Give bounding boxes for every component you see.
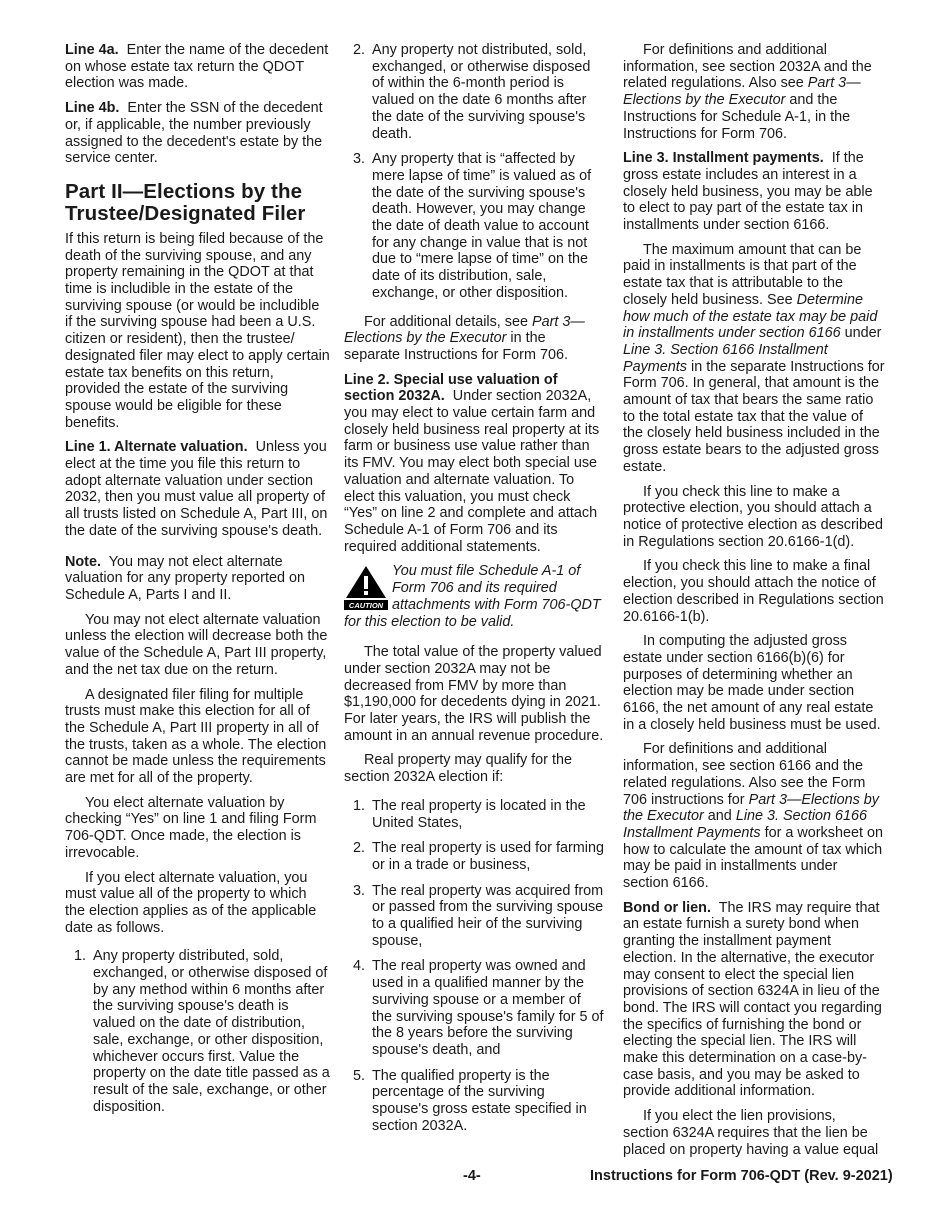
list-item: [344, 151, 604, 301]
alt-val-para-2: A designated filer filing for multiple trusts must make this election for all of the Schedule A, Part III property in all of the trusts, taken as a whole. The election cannot be made unless the requirements are met for all of the property.: [65, 686, 327, 787]
list-item-number: 3.: [353, 882, 366, 899]
alt-val-para-3: You elect alternate valuation by checking “Yes” on line 1 and filing Form 706-QDT. Once made, the election is irrevocable.: [65, 794, 317, 861]
line4b-para: [65, 100, 330, 167]
note-para: [65, 554, 330, 604]
real-property-intro: Real property may qualify for the section 2032A election if:: [344, 752, 572, 786]
max-text-mid: under: [840, 325, 882, 342]
caution-label: CAUTION: [348, 601, 384, 611]
line4a-label: Line 4a.: [65, 42, 119, 58]
list-item-number: 4.: [353, 958, 366, 975]
line2-text: Under section 2032A, you may elect to value certain farm and closely held business real property at its farm or business use value rather than its FMV. You may elect both special use valuation and alternate valuation. To elect this valuation, you must check “Yes” on line 2 and complete and attach Schedule A-1 of Form 706 and its required additional statements.: [344, 388, 600, 555]
bond-lien-text: The IRS may require that an estate furnish a surety bond when granting the installment payment election. In the alternative, the executor may consent to elect the special lien provisions of section 6324A in lieu of the bond. The IRS will contact you regarding the specifics of furnishing the bond or electing the special lien. The IRS will make this determination on a case-by-case basis, and you may be asked to provide additional information.: [623, 899, 882, 1100]
list-item: [344, 798, 604, 831]
line4b-label: Line 4b.: [65, 100, 120, 117]
list-item-text: Any property distributed, sold, exchanged, or otherwise disposed of by any method within 6 months after the surviving spouse's death is valued on the date of distribution, sale, exchange, or other disposition, whichever occurs first. Value the property on the date title passed as a result of the sale, exchange, or other disposition.: [93, 948, 330, 1115]
list-item-text: The real property was owned and used in a qualified manner by the surviving spouse or a member of the surviving spouse's family for 5 of the 8 years before the surviving spouse's death, and: [372, 958, 604, 1058]
caution-block: [344, 563, 604, 630]
line1-para: [65, 439, 330, 539]
column-3: [623, 42, 885, 1166]
list-item-number: 1.: [74, 948, 87, 965]
list-item: [344, 42, 604, 142]
bond-lien-label: Bond or lien.: [623, 899, 711, 916]
column-1: [65, 42, 330, 1124]
line4a-para: [65, 42, 330, 92]
list-item: [65, 948, 330, 1115]
note-text: You may not elect alternate valuation for any property reported on Schedule A, Parts I and II.: [65, 553, 305, 603]
line1-label: Line 1. Alternate valuation.: [65, 439, 248, 456]
definitions-text: For definitions and additional information, see section 6166 and the related regulations. Also see the Form 706 instructions for: [623, 741, 866, 808]
list-item-text: Any property that is “affected by mere lapse of time” is valued as of the date of the surviving spouse's death. However, you may change the date of death value to account for any change in value that is not due to “mere lapse of time” on the date of its distribution, sale, exchange, or other disposition.: [372, 151, 592, 301]
bond-lien-para: [623, 900, 885, 1100]
definitions-text-end: for a worksheet on how to calculate the amount of tax which may be paid in installments under section 6166.: [623, 824, 883, 892]
alt-val-para-4: If you elect alternate valuation, you must value all of the property to which the election applies as of the applicable date as follows.: [65, 869, 317, 936]
max-text: The maximum amount that can be paid in installments is that part of the estate tax that is attributable to the closely held business. See: [623, 241, 862, 308]
alt-val-para-1: You may not elect alternate valuation unless the election will decrease both the value of the Schedule A, Part III property, and the net tax due on the return.: [65, 611, 328, 678]
list-item-text: Any property not distributed, sold, exchanged, or otherwise disposed of within the 6-month period is valued on the date 6 months after the date of the surviving spouse's death.: [372, 42, 591, 142]
list-item-text: The real property was acquired from or passed from the surviving spouse to a qualified heir of the surviving spouse,: [372, 882, 604, 949]
max-ref-1: Determine how much of the estate tax may be paid in installments under section 6166: [623, 291, 878, 342]
line3-label: Line 3. Installment payments.: [623, 150, 824, 167]
line1-text: Unless you elect at the time you file this return to adopt alternate valuation under section 2032, then you must value all property of all trusts listed on Schedule A, Part III, on the date of the surviving spouse's death.: [65, 439, 328, 539]
computing-para: In computing the adjusted gross estate under section 6166(b)(6) for purposes of determining whether an election may be made under section 6166, the net amount of any real estate in a closely held business must be used.: [623, 633, 881, 733]
protective-election-para: If you check this line to make a protective election, you should attach a notice of protective election as described in Regulations section 20.6166-1(d).: [623, 483, 883, 550]
line2-para: [344, 372, 604, 556]
line4b-text: Enter the SSN of the decedent or, if applicable, the number previously assigned to the decedent's estate by the service center.: [65, 100, 323, 167]
final-election-para: If you check this line to make a final election, you should attach the notice of election described in Regulations section 20.6166-1(b).: [623, 558, 884, 625]
list-item: [344, 883, 604, 950]
form-title: Instructions for Form 706-QDT (Rev. 9-2021): [590, 1168, 893, 1184]
part2-heading: Part II—Elections by the Trustee/Designated Filer: [65, 179, 306, 226]
details-text: For additional details, see: [364, 313, 532, 330]
part2-intro: If this return is being filed because of the death of the surviving spouse, and any property remaining in the QDOT at that time is includible in the estate of the surviving spouse (or would be includible if the surviving spouse had been a U.S. citizen or resident), then the trustee/ designated filer may elect to apply certain estate tax benefits on this return, provided the estate of the surviving spouse would be eligible for these benefits.: [65, 230, 330, 431]
list-item: [344, 840, 604, 873]
caution-text: You must file Schedule A-1 of Form 706 and its required attachments with Form 706-QDT for this election to be valid.: [344, 563, 601, 630]
definitions-ref: Part 3—Elections by the Executor: [623, 75, 861, 109]
additional-details-para: [344, 314, 604, 364]
list-item-text: The real property is used for farming or in a trade or business,: [372, 840, 604, 873]
line3-para: [623, 150, 885, 234]
line3-text: If the gross estate includes an interest in a closely held business, you may be able to elect to pay part of the estate tax in installments under section 6166.: [623, 150, 873, 234]
definitions-text: For definitions and additional information, see section 2032A and the related regulations. Also see: [623, 42, 872, 92]
line4a-text: Enter the name of the decedent on whose estate tax return the QDOT election was made.: [65, 42, 329, 92]
definitions-text-end: and the Instructions for Schedule A-1, in the Instructions for Form 706.: [623, 92, 851, 142]
definitions-text-mid: and: [703, 808, 736, 825]
list-item-number: 5.: [353, 1067, 366, 1084]
lien-para: If you elect the lien provisions, section 6324A requires that the lien be placed on property having a value equal: [623, 1108, 879, 1158]
note-label: Note.: [65, 553, 101, 570]
page-number: -4-: [463, 1168, 481, 1184]
list-item: [344, 1068, 604, 1135]
list-item-text: The real property is located in the United States,: [372, 797, 586, 831]
column-2: [344, 42, 604, 1143]
details-ref: Part 3—Elections by the Executor: [344, 313, 585, 347]
list-item-number: 2.: [353, 840, 366, 857]
details-text-end: in the separate Instructions for Form 706.: [344, 330, 568, 363]
list-item-number: 1.: [353, 797, 366, 814]
list-item: [344, 958, 604, 1058]
list-item-number: 3.: [353, 151, 366, 168]
caution-icon: [344, 564, 388, 610]
definitions-para-1: [623, 42, 885, 142]
list-item-text: The qualified property is the percentage of the surviving spouse's gross estate specified in section 2032A.: [372, 1067, 587, 1134]
line2-label: Line 2. Special use valuation of section 2032A.: [344, 371, 558, 405]
max-ref-2: Line 3. Section 6166 Installment Payments: [623, 341, 828, 375]
definitions-ref-1: Part 3—Elections by the Executor: [623, 791, 879, 825]
max-text-end: in the separate Instructions for Form 706. In general, that amount is the amount of tax that bears the same ratio to the total estate tax that the value of the closely held business included in the gross estate bears to the adjusted gross estate.: [623, 358, 885, 475]
definitions-ref-2: Line 3. Section 6166 Installment Payments: [623, 808, 868, 841]
list-item-number: 2.: [353, 42, 366, 58]
total-value-para: The total value of the property valued under section 2032A may not be decreased from FMV by more than $1,190,000 for decedents dying in 2021. For later years, the IRS will publish the amount in an annual revenue procedure.: [344, 644, 604, 744]
definitions-para-2: [623, 741, 885, 891]
max-amount-para: [623, 242, 885, 476]
